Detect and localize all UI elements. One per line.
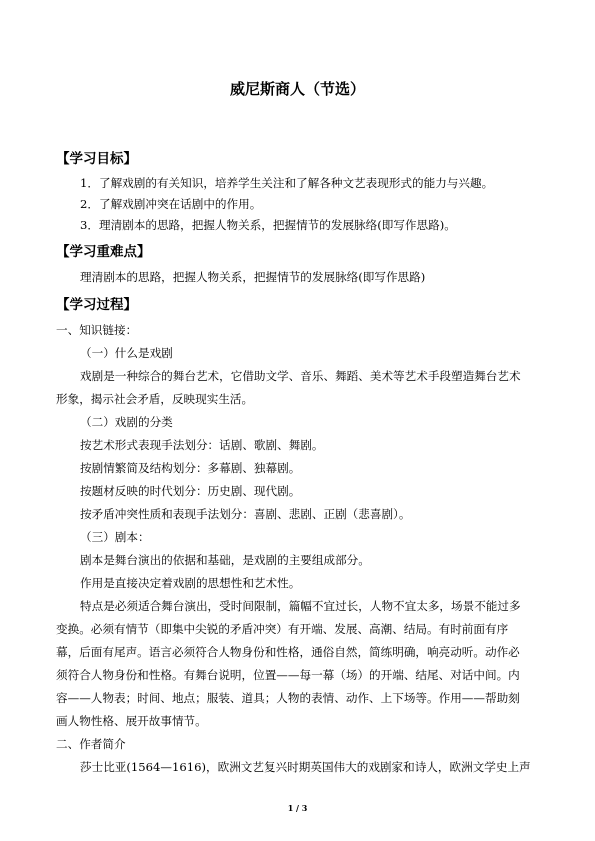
process-line: 按剧情繁简及结构划分：多幕剧、独幕剧。 — [80, 461, 301, 475]
section-heading-key-points: 【学习重难点】 — [56, 244, 151, 260]
process-line: 须符合人物身份和性格。有舞台说明，位置——每一幕（场）的开端、结尾、对话中间。内 — [56, 668, 520, 682]
process-line: 作用是直接决定着戏剧的思想性和艺术性。 — [80, 576, 301, 590]
process-line: 画人物性格、展开故事情节。 — [56, 714, 207, 728]
goal-item: 2．了解戏剧冲突在话剧中的作用。 — [80, 197, 262, 211]
goal-item: 3．理清剧本的思路，把握人物关系，把握情节的发展脉络(即写作思路)。 — [80, 218, 456, 232]
process-line: 按艺术形式表现手法划分：话剧、歌剧、舞剧。 — [80, 438, 324, 452]
process-line: 一、知识链接： — [56, 323, 138, 337]
document-title: 威尼斯商人（节选） — [229, 80, 365, 98]
page-number: 1 / 3 — [287, 803, 308, 813]
process-line: 幕，后面有尾声。语言必须符合人物身份和性格，通俗自然，简练明确，响亮动听。动作必 — [56, 645, 520, 659]
key-points-text: 理清剧本的思路，把握人物关系，把握情节的发展脉络(即写作思路) — [80, 270, 426, 284]
process-line: 容——人物表；时间、地点；服装、道具；人物的表情、动作、上下场等。作用——帮助刻 — [56, 691, 520, 705]
section-heading-goals: 【学习目标】 — [56, 151, 137, 167]
goal-item: 1．了解戏剧的有关知识，培养学生关注和了解各种文艺表现形式的能力与兴趣。 — [80, 176, 494, 190]
process-line: 剧本是舞台演出的依据和基础，是戏剧的主要组成部分。 — [80, 553, 370, 567]
process-line: 特点是必须适合舞台演出，受时间限制，篇幅不宜过长，人物不宜太多，场景不能过多 — [80, 599, 521, 613]
process-line: 莎士比亚(1564—1616)，欧洲文艺复兴时期英国伟大的戏剧家和诗人，欧洲文学史上声 — [80, 760, 531, 774]
process-line: 变换。必须有情节（即集中尖锐的矛盾冲突）有开端、发展、高潮、结局。有时前面有序 — [56, 622, 509, 636]
process-line: （三）剧本： — [80, 530, 150, 544]
process-line: 二、作者简介 — [56, 737, 126, 751]
section-heading-process: 【学习过程】 — [56, 297, 137, 313]
process-line: （一）什么是戏剧 — [80, 346, 173, 360]
process-line: （二）戏剧的分类 — [80, 415, 173, 429]
process-line: 戏剧是一种综合的舞台艺术，它借助文学、音乐、舞蹈、美术等艺术手段塑造舞台艺术 — [80, 369, 521, 383]
process-line: 形象，揭示社会矛盾，反映现实生活。 — [56, 392, 254, 406]
process-line: 按矛盾冲突性质和表现手法划分：喜剧、悲剧、正剧（悲喜剧）。 — [80, 507, 411, 521]
process-line: 按题材反映的时代划分：历史剧、现代剧。 — [80, 484, 301, 498]
